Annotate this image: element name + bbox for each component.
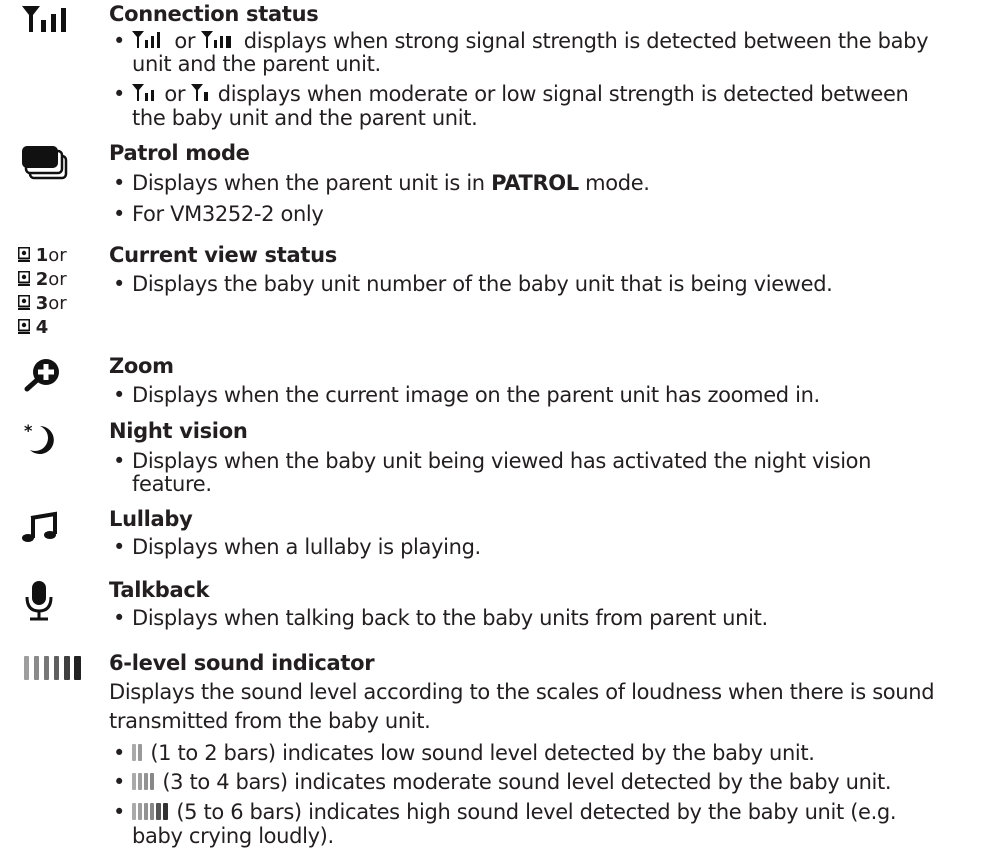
bullet: • [113, 535, 126, 559]
bullet-text-cont: feature. [132, 472, 212, 496]
four-bars-icon [132, 771, 156, 795]
bullet: • [113, 800, 126, 824]
bullet-text: or displays when strong signal strength is detected between the baby [132, 29, 928, 53]
baby-unit-list [18, 244, 67, 340]
bullet: • [113, 82, 126, 106]
patrol-mode-icon [22, 146, 68, 180]
signal-strength-icon [22, 6, 76, 34]
microphone-icon [24, 581, 54, 621]
bullet-text-cont: unit and the parent unit. [132, 52, 381, 76]
section-title: 6-level sound indicator [109, 651, 375, 675]
sound-level-icon [24, 656, 86, 682]
bullet: • [113, 770, 126, 794]
section-title: Patrol mode [109, 141, 250, 165]
bullet-text-cont: the baby unit and the parent unit. [132, 106, 478, 130]
signal-full-icon [132, 31, 168, 49]
bullet-text: (1 to 2 bars) indicates low sound level detected by the baby unit. [132, 741, 815, 766]
bullet-text: Displays when talking back to the baby units from parent unit. [132, 606, 768, 630]
bullet: • [113, 383, 126, 407]
baby-unit-2: 2or [18, 268, 67, 292]
bullet: • [113, 202, 126, 226]
bullet-text: For VM3252-2 only [132, 202, 324, 226]
bullet-text: or displays when moderate or low signal strength is detected between [132, 82, 908, 106]
section-title: Connection status [109, 2, 319, 26]
baby-unit-icon [18, 295, 30, 310]
bullet-text: Displays the baby unit number of the baby unit that is being viewed. [132, 272, 833, 296]
description: Displays the sound level according to the scales of loudness when there is sound [109, 680, 935, 704]
signal-low-icon [191, 84, 211, 102]
night-vision-icon [22, 422, 62, 456]
section-title: Talkback [109, 578, 210, 602]
bullet: • [113, 272, 126, 296]
section-title: Zoom [109, 354, 174, 378]
description-cont: transmitted from the baby unit. [109, 709, 431, 733]
svg-text:*: * [24, 422, 33, 440]
music-note-icon [22, 510, 58, 544]
baby-unit-4: 4 [18, 316, 67, 340]
bullet: • [113, 606, 126, 630]
baby-unit-icon [18, 319, 30, 334]
section-title: Night vision [109, 419, 248, 443]
bullet-text: Displays when the baby unit being viewed has activated the night vision [132, 449, 872, 473]
zoom-in-icon [24, 358, 62, 392]
signal-moderate-icon [132, 84, 158, 102]
bullet: • [113, 449, 126, 473]
bullet-text: (5 to 6 bars) indicates high sound level detected by the baby unit (e.g. [132, 800, 896, 825]
baby-unit-icon [18, 247, 30, 262]
bullet-text-cont: baby crying loudly). [132, 824, 334, 848]
bullet-text: Displays when the parent unit is in PATROL mode. [132, 171, 650, 195]
bullet: • [113, 171, 126, 195]
baby-unit-3: 3or [18, 292, 67, 316]
section-title: Current view status [109, 243, 337, 267]
six-bars-icon [132, 801, 170, 825]
section-title: Lullaby [109, 507, 193, 531]
baby-unit-1: 1or [18, 244, 67, 268]
two-bars-icon [132, 742, 144, 766]
bullet-text: Displays when the current image on the parent unit has zoomed in. [132, 383, 820, 407]
baby-unit-icon [18, 271, 30, 286]
bullet-text: Displays when a lullaby is playing. [132, 535, 481, 559]
bullet: • [113, 29, 126, 53]
bullet: • [113, 741, 126, 765]
signal-three-bars-icon [201, 31, 237, 49]
bullet-text: (3 to 4 bars) indicates moderate sound level detected by the baby unit. [132, 770, 891, 795]
